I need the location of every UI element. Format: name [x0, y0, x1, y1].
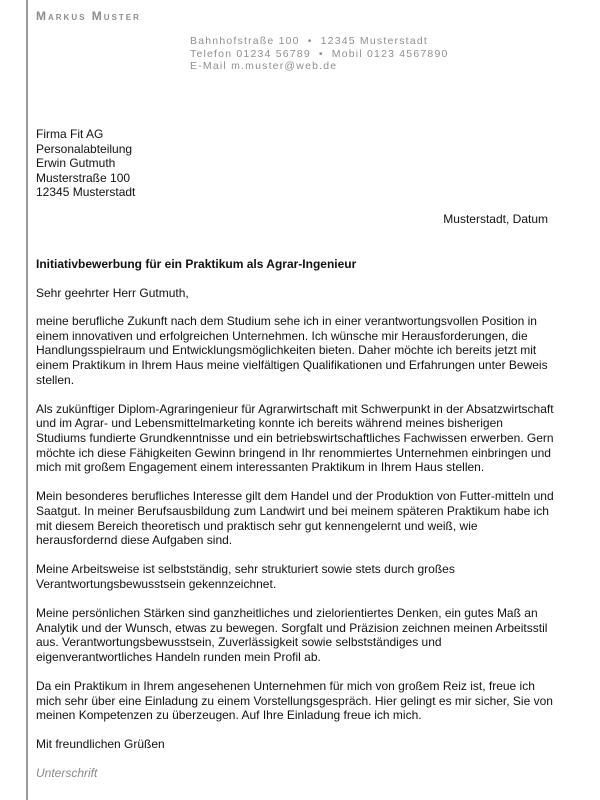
- sender-mobile: Mobil 0123 4567890: [331, 47, 449, 60]
- body-paragraph: Meine persönlichen Stärken sind ganzheitliches und zielorientiertes Denken, ein gutes Maß an Analytik und der Wunsch, etwas zu bewegen. Sorgfalt und Präzision zeichnen meinen Arbeitsstil aus. Verantwortungsbewusstsein, Zuverlässigkeit sowie selbstständiges und eigenverantwortliches Handeln runden mein Profil ab.: [36, 606, 548, 664]
- body-paragraph: Da ein Praktikum in Ihrem angesehenen Unternehmen für mich von großem Reiz ist, freue ich mich sehr über eine Einladung zu einem Vorstellungsgespräch. Hier gelingt es mir sicher, Sie von meinen Kompetenzen zu überzeugen. Auf Ihre Einladung freue ich mich.: [36, 679, 553, 723]
- sender-email: E-Mail m.muster@web.de: [190, 60, 338, 72]
- letter-subject: Initiativbewerbung für ein Praktikum als Agrar-Ingenieur: [36, 257, 357, 271]
- letter-greeting: Sehr geehrter Herr Gutmuth,: [36, 285, 189, 300]
- recipient-company: Firma Fit AG: [36, 127, 104, 141]
- letter-date: Musterstadt, Datum: [443, 212, 548, 226]
- sender-phone: Telefon 01234 56789: [190, 47, 311, 60]
- bullet-separator: •: [307, 35, 313, 47]
- signature-placeholder: Unterschrift: [36, 766, 98, 780]
- recipient-department: Personalabteilung: [36, 141, 133, 156]
- body-paragraph: Als zukünftiger Diplom-Agraringenieur für Agrarwirtschaft mit Schwerpunkt in der Absatzwirtschaft und im Agrar- und Lebensmittelmarketing konnte ich bereits während meines bisherigen Studiums fundierte Grundkenntnisse und ein betriebswirtschaftliches Fachwissen erwerben. Gern möchte ich diese Fähigkeiten Gewinn bringend in Ihr renommiertes Unternehmen einbringen und mich mit großem Engagement einem interessanten Praktikum in Ihrem Haus stellen.: [36, 401, 554, 475]
- margin-line: [26, 0, 28, 800]
- body-paragraph: meine berufliche Zukunft nach dem Studium sehe ich in einer verantwortungsvollen Position in einem innovativen und erfolgreichen Unternehmen. Ich wünsche mir Herausforderungen, die Handlungsspielraum und Entwicklungsmöglichkeiten bieten. Daher möchte ich bereits jetzt mit einem Praktikum in Ihrem Haus meine vielfältigen Qualifikationen und Erfahrungen unter Beweis stellen.: [36, 314, 548, 387]
- sender-name: Markus Muster: [36, 9, 141, 23]
- sender-phone-line: [190, 48, 449, 61]
- sender-city: 12345 Musterstadt: [320, 35, 428, 47]
- sender-address-line: [190, 35, 449, 48]
- recipient-city: 12345 Musterstadt: [36, 185, 136, 199]
- recipient-street: Musterstraße 100: [36, 170, 131, 185]
- recipient-address-block: [36, 127, 135, 200]
- sender-contact-block: [190, 35, 449, 73]
- letter-body: [36, 257, 556, 781]
- sender-street: Bahnhofstraße 100: [190, 35, 300, 47]
- recipient-contact: Erwin Gutmuth: [36, 156, 116, 170]
- body-paragraph: Mein besonderes berufliches Interesse gilt dem Handel und der Produktion von Futter-mitteln und Saatgut. In meiner Berufsausbildung zum Landwirt und bei meinem späteren Praktikum habe ich mit diesem Bereich theoretisch und praktisch sehr gut kennengelernt und weiß, wie herausfordernd diese Aufgaben sind.: [36, 489, 554, 548]
- bullet-separator: •: [318, 47, 324, 60]
- body-paragraph: Meine Arbeitsweise ist selbstständig, sehr strukturiert sowie stets durch großes Verantwortungsbewusstsein gekennzeichnet.: [36, 562, 455, 591]
- letter-closing: Mit freundlichen Grüßen: [36, 737, 165, 752]
